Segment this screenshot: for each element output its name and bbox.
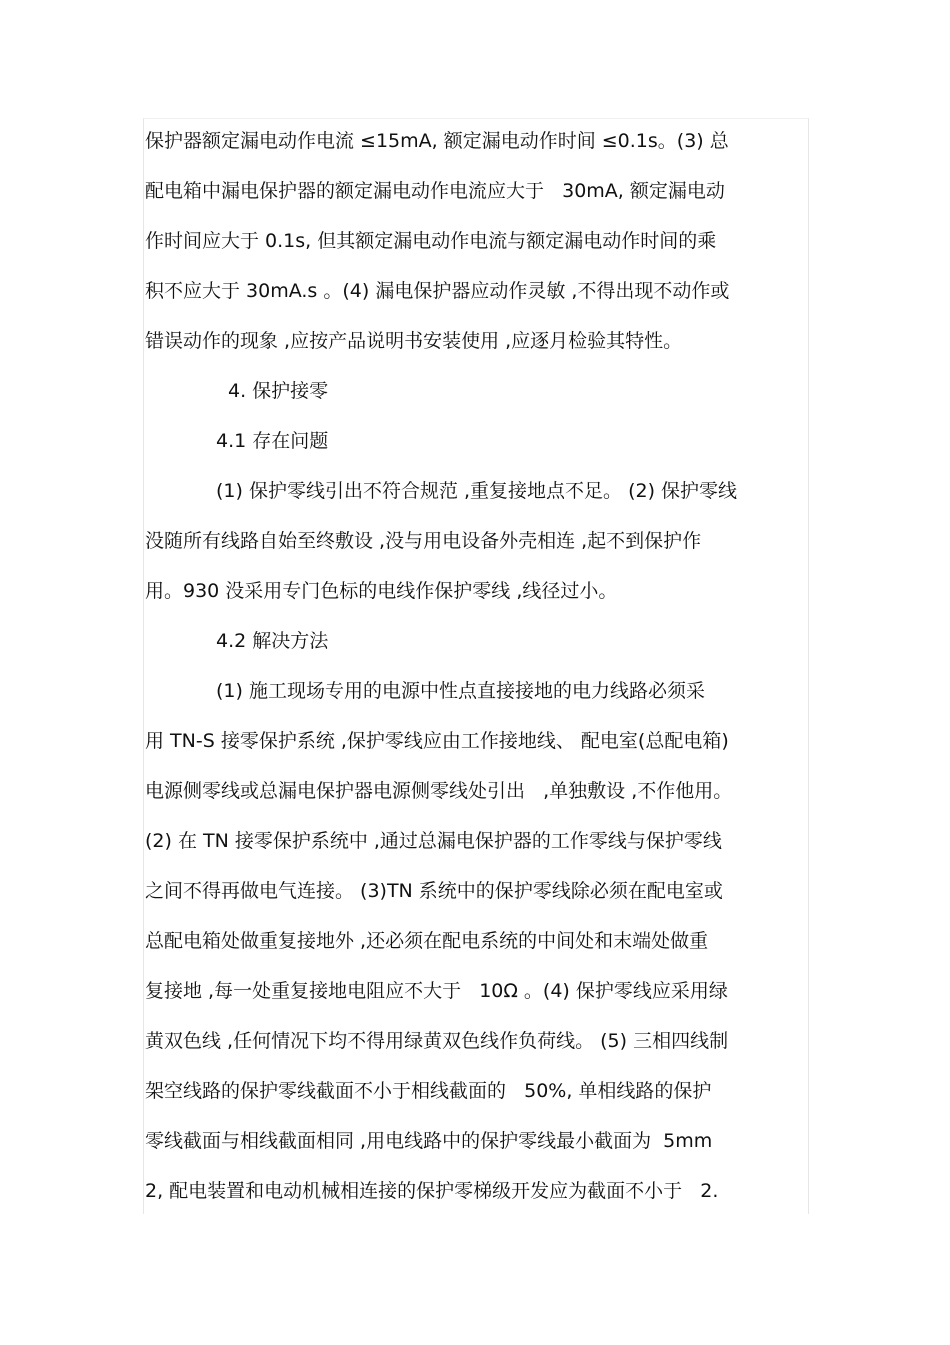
body-line: 架空线路的保护零线截面不小于相线截面的 50%, 单相线路的保护 (145, 1080, 712, 1102)
body-line: 之间不得再做电气连接。 (3)TN 系统中的保护零线除必须在配电室或 (145, 880, 723, 902)
body-line: 复接地 ,每一处重复接地电阻应不大于 10Ω 。(4) 保护零线应采用绿 (145, 980, 728, 1002)
body-line: (1) 保护零线引出不符合规范 ,重复接地点不足。 (2) 保护零线 (216, 480, 738, 502)
body-line: 零线截面与相线截面相同 ,用电线路中的保护零线最小截面为 5mm (145, 1130, 713, 1152)
body-line: 黄双色线 ,任何情况下均不得用绿黄双色线作负荷线。 (5) 三相四线制 (145, 1030, 729, 1052)
body-line: 积不应大于 30mA.s 。(4) 漏电保护器应动作灵敏 ,不得出现不动作或 (145, 280, 730, 302)
subsection-heading: 4.1 存在问题 (216, 430, 329, 452)
body-line: 配电箱中漏电保护器的额定漏电动作电流应大于 30mA, 额定漏电动 (145, 180, 725, 202)
body-line: 没随所有线路自始至终敷设 ,没与用电设备外壳相连 ,起不到保护作 (145, 530, 702, 552)
body-line: 电源侧零线或总漏电保护器电源侧零线处引出 ,单独敷设 ,不作他用。 (145, 780, 733, 802)
subsection-heading: 4.2 解决方法 (216, 630, 329, 652)
body-line: 保护器额定漏电动作电流 ≤15mA, 额定漏电动作时间 ≤0.1s。(3) 总 (145, 130, 729, 152)
body-line: 错误动作的现象 ,应按产品说明书安装使用 ,应逐月检验其特性。 (145, 330, 683, 352)
body-line: 总配电箱处做重复接地外 ,还必须在配电系统的中间处和末端处做重 (145, 930, 709, 952)
body-line: 2, 配电装置和电动机械相连接的保护零梯级开发应为截面不小于 2. (145, 1180, 719, 1202)
body-line: 用。930 没采用专门色标的电线作保护零线 ,线径过小。 (145, 580, 618, 602)
section-heading: 4. 保护接零 (228, 380, 329, 402)
body-line: 用 TN-S 接零保护系统 ,保护零线应由工作接地线、 配电室(总配电箱) (145, 730, 729, 752)
body-line: (1) 施工现场专用的电源中性点直接接地的电力线路必须采 (216, 680, 705, 702)
body-line: (2) 在 TN 接零保护系统中 ,通过总漏电保护器的工作零线与保护零线 (145, 830, 722, 852)
body-line: 作时间应大于 0.1s, 但其额定漏电动作电流与额定漏电动作时间的乘 (145, 230, 717, 252)
